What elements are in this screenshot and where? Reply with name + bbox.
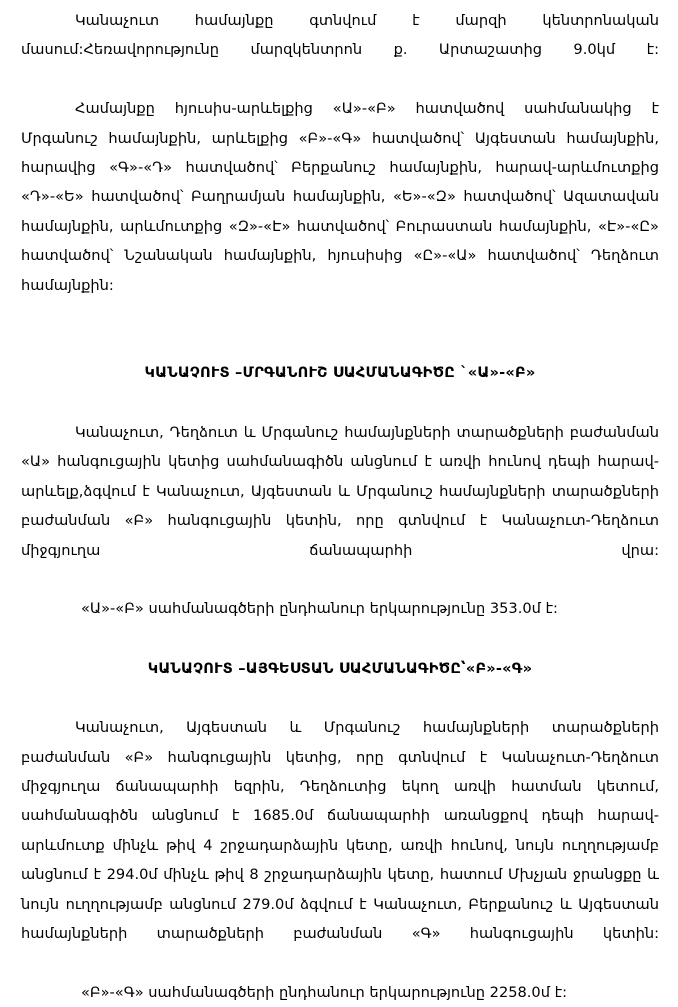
heading-kanachut-mrganush: ԿԱՆԱՉՈՒՏ –ՄՐԳԱՆՈՒՇ ՍԱՀՄԱՆԱԳԻԾԸ `«Ա»-«Բ»: [144, 364, 536, 382]
document-body: [21, 6, 659, 1007]
heading-kanachut-aygestan: ԿԱՆԱՉՈՒՏ –ԱՅԳԵՍՏԱՆ ՍԱՀՄԱՆԱԳԻԾԸ՝«Բ»-«Գ»: [147, 659, 533, 677]
borders-paragraph: Համայնքը հյուսիս-արևելքից «Ա»-«Բ» հատվածով սահմանակից է Մրգանուշ համայնքին, արևելքից «Բ»-«Գ» հատվածով՝ Այգեստան համայնքին, հարավից «Գ»-«Դ» հատվածով՝ Բերքանուշ համայնքին, հարավ-արևմուտքից «Դ»-«Ե» հատվածով՝ Բաղրամյան համայնքին, «Ե»-«Զ» հատվածով՝ Ազատավան համայնքին, արևմուտքից «Զ»-«Է» հատվածով՝ Բուրաստան համայնքին, «Է»-«Ը» հատվածով՝ Նշանական համայնքին, հյուսիսից «Ը»-«Ա» հատվածով՝ Դեղձուտ համայնքին:: [21, 100, 659, 294]
spacer-before-heading-bg: [21, 624, 659, 654]
section-ab-paragraph: Կանաչուտ, Դեղձուտ և Մրգանուշ համայնքների տարածքների բաժանման «Ա» հանգուցային կետից սահմանագիծն անցնում է առվի հունով դեպի հարավ-արևելք,ձգվում է Կանաչուտ, Այգեստան և Մրգանուշ համայնքների տարածքների բաժանման «Բ» հանգուցային կետին, որը գտնվում է Կանաչուտ-Դեղձուտ միջգյուղա ճանապարհի վրա:: [21, 423, 659, 559]
intro-paragraph: Կանաչուտ համայնքը գտնվում է մարզի կենտրոնական մասում:Հեռավորությունը մարզկենտրոն ք. Արտաշատից 9.0կմ է:: [21, 12, 659, 59]
spacer-before-heading-ab: [21, 329, 659, 358]
length-bg-line: «Բ»-«Գ» սահմանագծերի ընդհանուր երկարությունը 2258.0մ է:: [81, 983, 568, 1001]
spacer-after-heading-bg: [21, 683, 659, 713]
section-bg-paragraph: Կանաչուտ, Այգեստան և Մրգանուշ համայնքների տարածքների բաժանման «Բ» հանգուցային կետից, որը գտնվում է Կանաչուտ-Դեղձուտ միջգյուղա ճանապարհի եզրին, Դեղձուտից եկող առվի հատման կետում, սահմանագիծն անցնում է 1685.0մ ճանապարհի առանցքով դեպի հարավ-արևմուտք մինչև թիվ 4 շրջադարձային կետը, առվի հունով, նույն ուղղությամբ անցնում է 294.0մ մինչև թիվ 8 շրջադարձային կետը, հատում Մխչյան ջրանցքը և նույն ուղղությամբ անցնում 279.0մ ձգվում է Կանաչուտ, Բերքանուշ և Այգեստան համայնքների տարածքների բաժանման «Գ» հանգուցային կետին:: [21, 719, 659, 942]
spacer-after-heading-ab: [21, 388, 659, 418]
length-ab-line: «Ա»-«Բ» սահմանագծերի ընդհանուր երկարությունը 353.0մ է:: [81, 600, 558, 618]
